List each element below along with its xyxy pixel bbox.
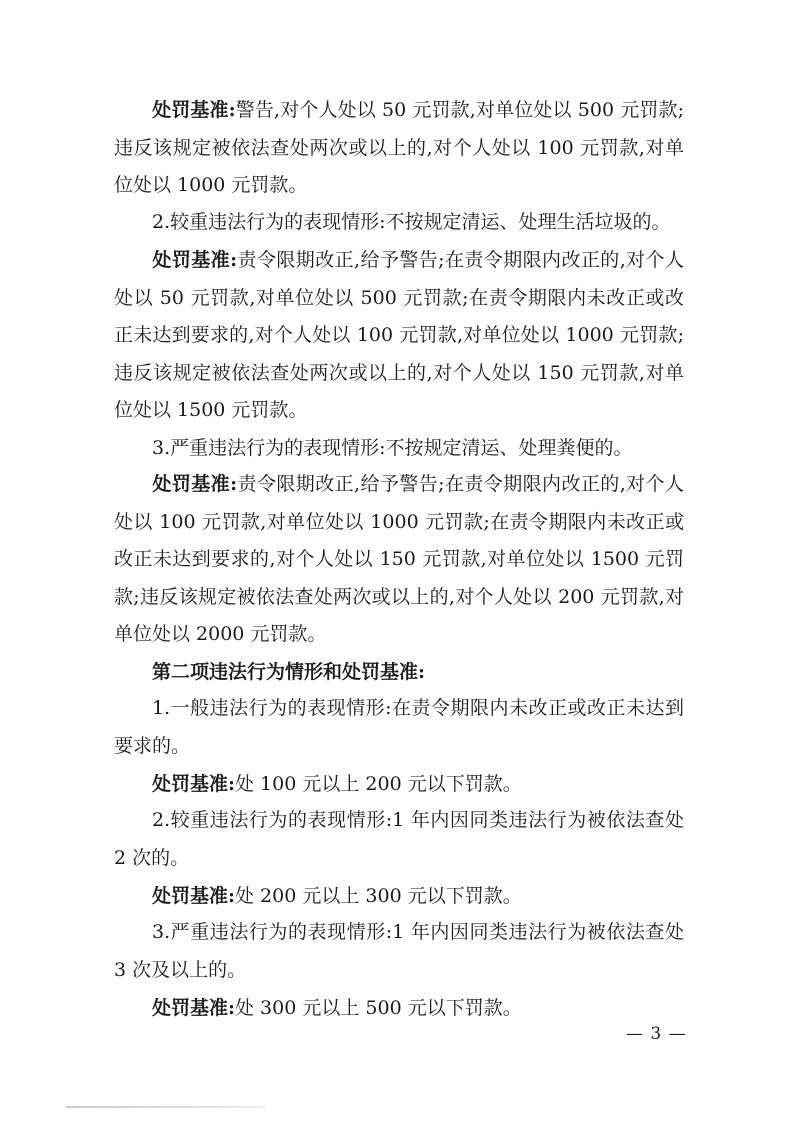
paragraph-text: 3.严重违法行为的表现情形:不按规定清运、处理粪便的。 [152,437,633,459]
paragraph-text: 处 300 元以上 500 元以下罚款。 [235,997,522,1019]
section-heading [114,654,684,692]
penalty-standard-paragraph [114,92,684,205]
penalty-standard-label: 处罚基准: [152,885,236,907]
serious-violation-paragraph [114,914,684,989]
penalty-standard-label: 处罚基准: [152,99,236,121]
penalty-standard-paragraph [114,242,684,430]
penalty-standard-paragraph [114,990,684,1028]
general-violation-paragraph [114,690,684,765]
paragraph-text: 3.严重违法行为的表现情形:1 年内因同类违法行为被依法查处 3 次及以上的。 [114,921,684,981]
penalty-standard-label: 处罚基准: [152,249,238,271]
scan-edge-mark [66,1106,266,1108]
moderate-violation-paragraph [114,802,684,877]
paragraph-text: 警告,对个人处以 50 元罚款,对单位处以 500 元罚款;违反该规定被依法查处两次或以上的,对个人处以 100 元罚款,对单位处以 1000 元罚款。 [114,99,684,197]
paragraph-text: 1.一般违法行为的表现情形:在责令期限内未改正或改正未达到要求的。 [114,697,684,757]
paragraph-text: 责令限期改正,给予警告;在责令期限内改正的,对个人处以 50 元罚款,对单位处以 500 元罚款;在责令期限内未改正或改正未达到要求的,对个人处以 100 元罚款,对单位处以 1000 元罚款;违反该规定被依法查处两次或以上的,对个人处以 150 元罚款,对单位处以 1500 元罚款。 [114,249,685,422]
section-heading-text: 第二项违法行为情形和处罚基准: [152,661,426,683]
penalty-standard-paragraph [114,766,684,804]
moderate-violation-paragraph [114,204,684,242]
penalty-standard-label: 处罚基准: [152,773,236,795]
penalty-standard-label: 处罚基准: [152,997,236,1019]
paragraph-text: 责令限期改正,给予警告;在责令期限内改正的,对个人处以 100 元罚款,对单位处以 1000 元罚款;在责令期限内未改正或改正未达到要求的,对个人处以 150 元罚款,对单位处以 1500 元罚款;违反该规定被依法查处两次或以上的,对个人处以 200 元罚款,对单位处以 2000 元罚款。 [114,473,685,646]
page-number: — 3 — [626,1024,687,1044]
serious-violation-paragraph [114,430,684,468]
penalty-standard-paragraph [114,878,684,916]
paragraph-text: 处 200 元以上 300 元以下罚款。 [235,885,522,907]
paragraph-text: 处 100 元以上 200 元以下罚款。 [235,773,522,795]
penalty-standard-paragraph [114,466,684,654]
paragraph-text: 2.较重违法行为的表现情形:1 年内因同类违法行为被依法查处 2 次的。 [114,809,684,869]
paragraph-text: 2.较重违法行为的表现情形:不按规定清运、处理生活垃圾的。 [152,211,671,233]
penalty-standard-label: 处罚基准: [152,473,238,495]
